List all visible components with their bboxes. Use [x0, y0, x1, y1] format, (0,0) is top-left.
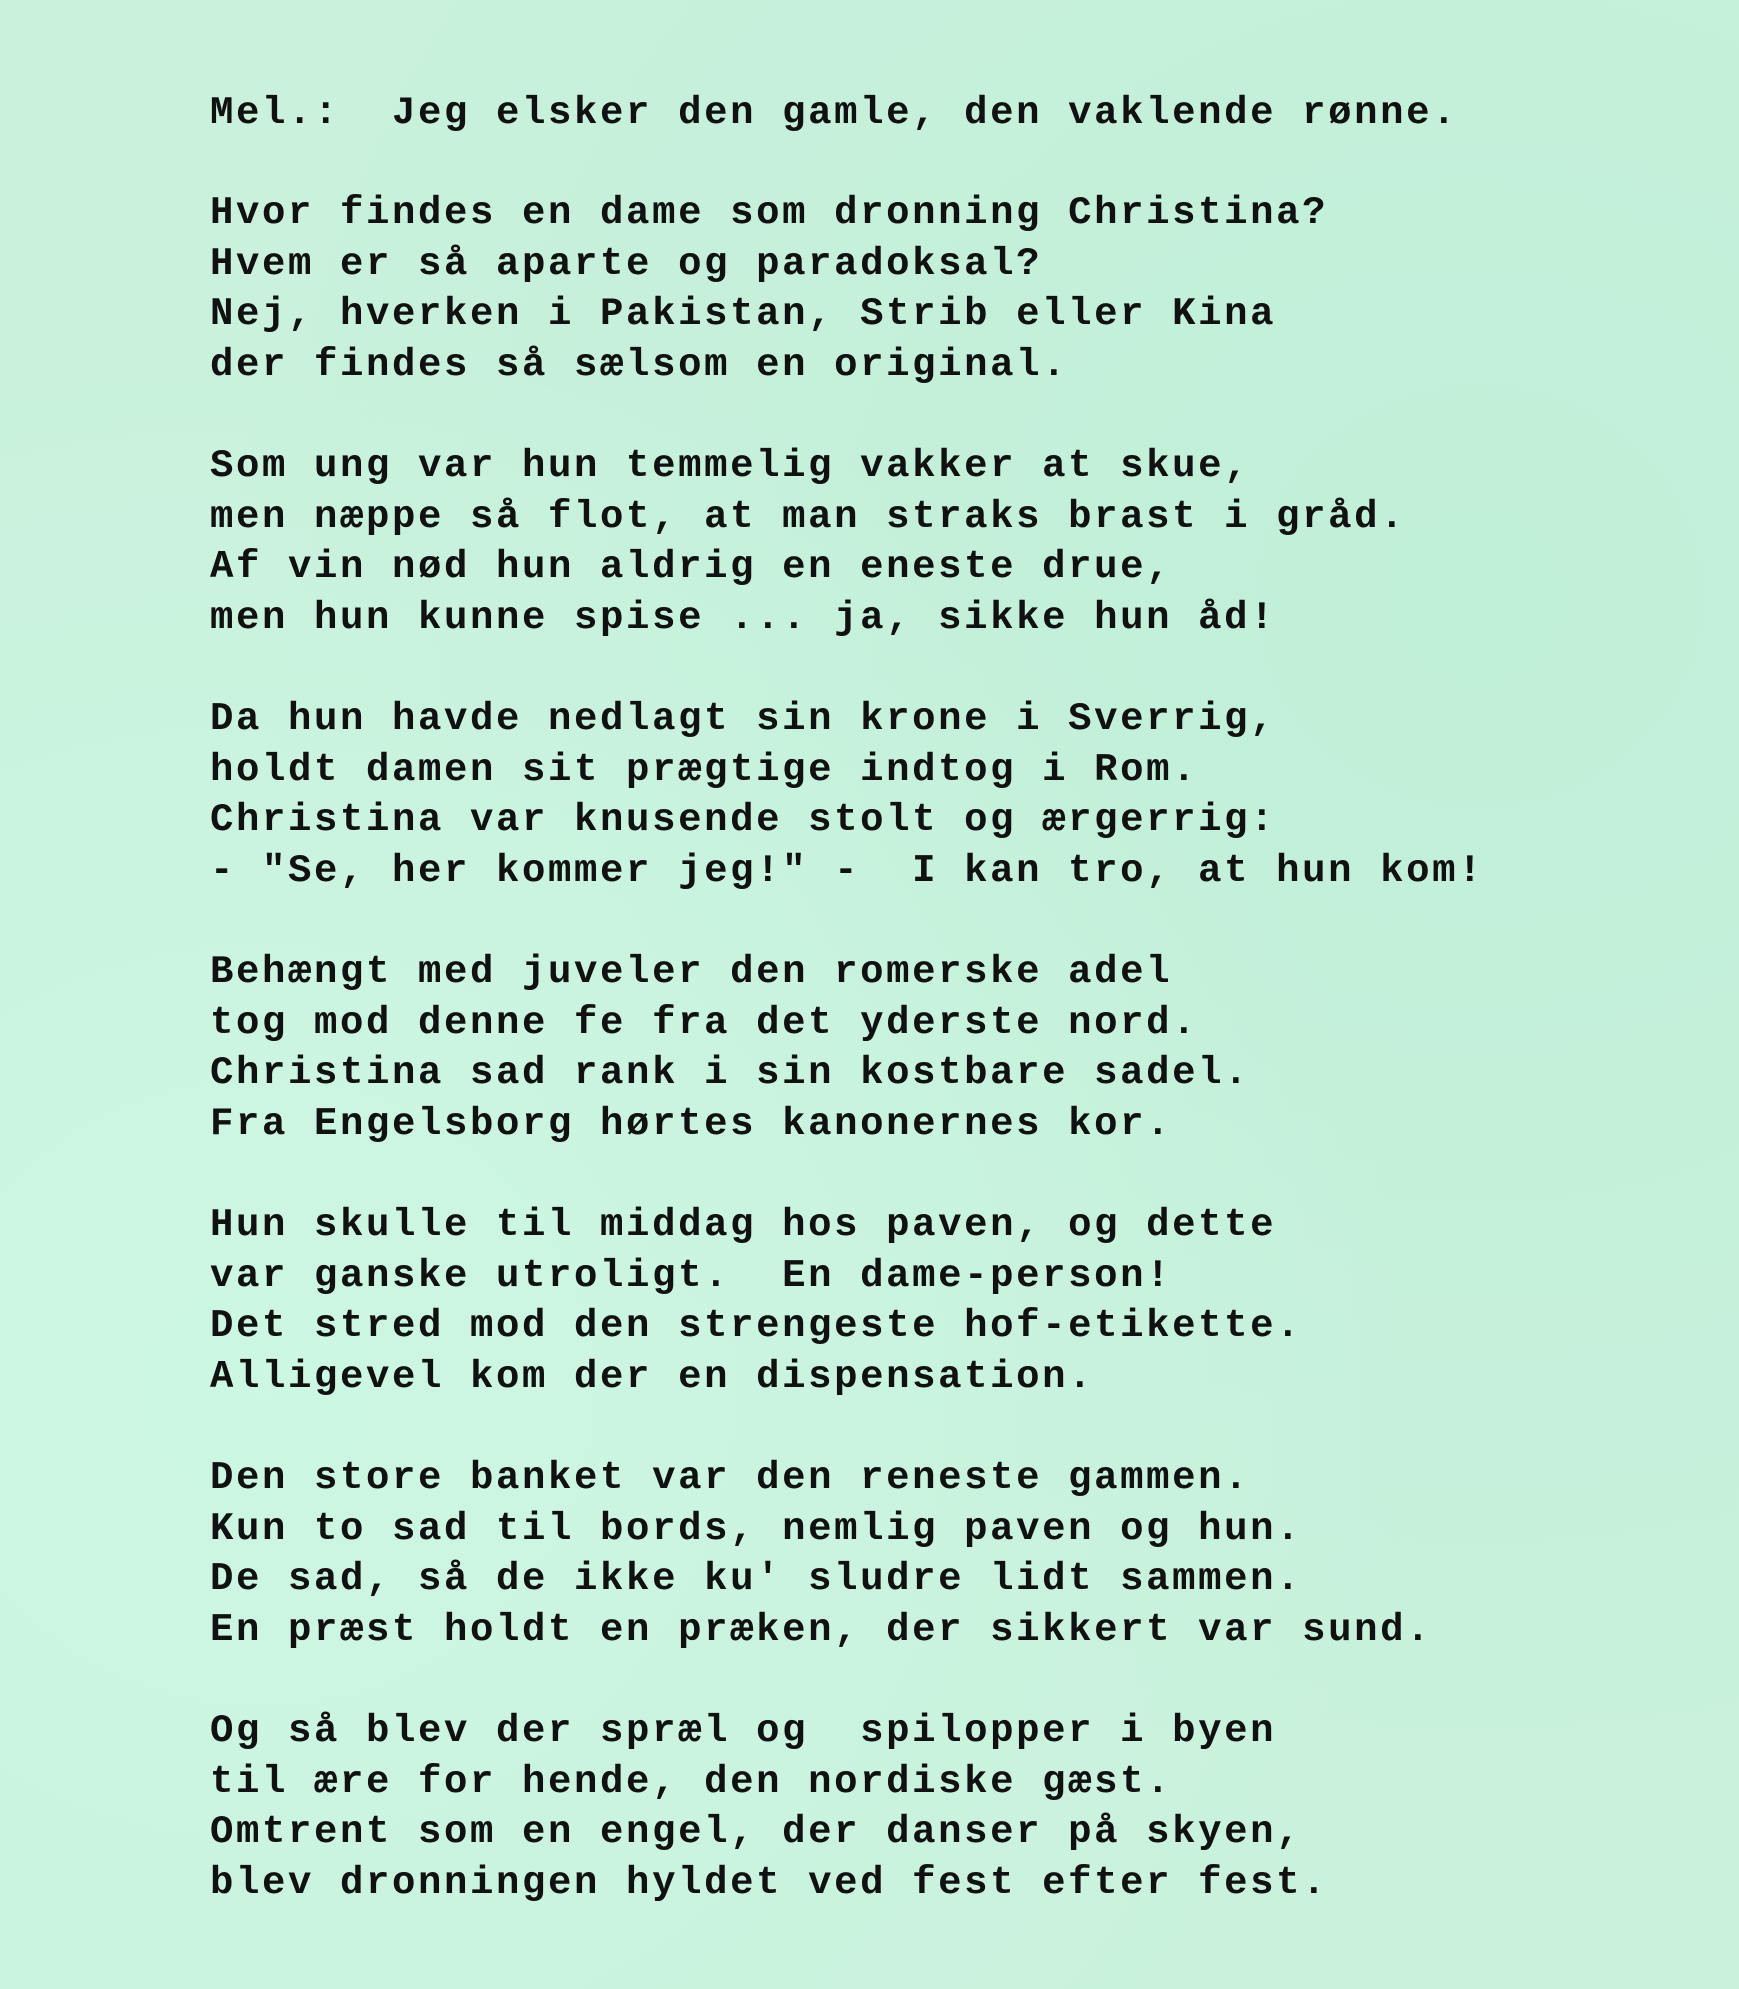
stanza-3	[210, 694, 1710, 896]
verse-line: blev dronningen hyldet ved fest efter fest.	[210, 1860, 1329, 1905]
verse-line: Christina sad rank i sin kostbare sadel.	[210, 1051, 1251, 1095]
verse-line: holdt damen sit prægtige indtog i Rom.	[210, 747, 1199, 792]
verse-line: men næppe så flot, at man straks brast i gråd.	[210, 494, 1407, 539]
verse-line: men hun kunne spise ... ja, sikke hun åd!	[210, 595, 1277, 640]
verse-line: Og så blev der spræl og spilopper i byen	[210, 1709, 1277, 1753]
verse-line: til ære for hende, den nordiske gæst.	[210, 1759, 1173, 1804]
stanza-5	[210, 1200, 1710, 1402]
verse-line: Af vin nød hun aldrig en eneste drue,	[210, 545, 1173, 589]
stanza-6	[210, 1453, 1710, 1655]
verse-line: Behængt med juveler den romerske adel	[210, 950, 1173, 994]
verse-line: Som ung var hun temmelig vakker at skue,	[210, 444, 1251, 488]
stanza-1	[210, 188, 1710, 390]
verse-line: var ganske utroligt. En dame-person!	[210, 1253, 1173, 1298]
verse-line: Kun to sad til bords, nemlig paven og hun.	[210, 1506, 1303, 1551]
verse-line: Hvem er så aparte og paradoksal?	[210, 241, 1043, 286]
verse-line: De sad, så de ikke ku' sludre lidt sammen.	[210, 1557, 1303, 1601]
verse-line: der findes så sælsom en original.	[210, 342, 1069, 387]
verse-line: Christina var knusende stolt og ærgerrig:	[210, 798, 1277, 842]
stanza-2	[210, 441, 1710, 643]
verse-line: Nej, hverken i Pakistan, Strib eller Kina	[210, 292, 1277, 336]
verse-line: Omtrent som en engel, der danser på skyen,	[210, 1810, 1303, 1854]
stanza-4	[210, 947, 1710, 1149]
stanza-7	[210, 1706, 1710, 1908]
verse-line: tog mod denne fe fra det yderste nord.	[210, 1000, 1199, 1045]
verse-line: En præst holdt en præken, der sikkert var sund.	[210, 1607, 1433, 1652]
melody-line: Mel.: Jeg elsker den gamle, den vaklende rønne.	[210, 91, 1459, 135]
verse-line: Fra Engelsborg hørtes kanonernes kor.	[210, 1101, 1173, 1146]
verse-line: Da hun havde nedlagt sin krone i Sverrig,	[210, 697, 1277, 741]
verse-line: - "Se, her kommer jeg!" - I kan tro, at hun kom!	[210, 848, 1485, 893]
verse-line: Det stred mod den strengeste hof-etikette.	[210, 1304, 1303, 1348]
verse-line: Den store banket var den reneste gammen.	[210, 1456, 1251, 1500]
song-text	[210, 88, 1710, 1959]
verse-line: Alligevel kom der en dispensation.	[210, 1354, 1095, 1399]
verse-line: Hvor findes en dame som dronning Christina?	[210, 191, 1329, 235]
verse-line: Hun skulle til middag hos paven, og dette	[210, 1203, 1277, 1247]
